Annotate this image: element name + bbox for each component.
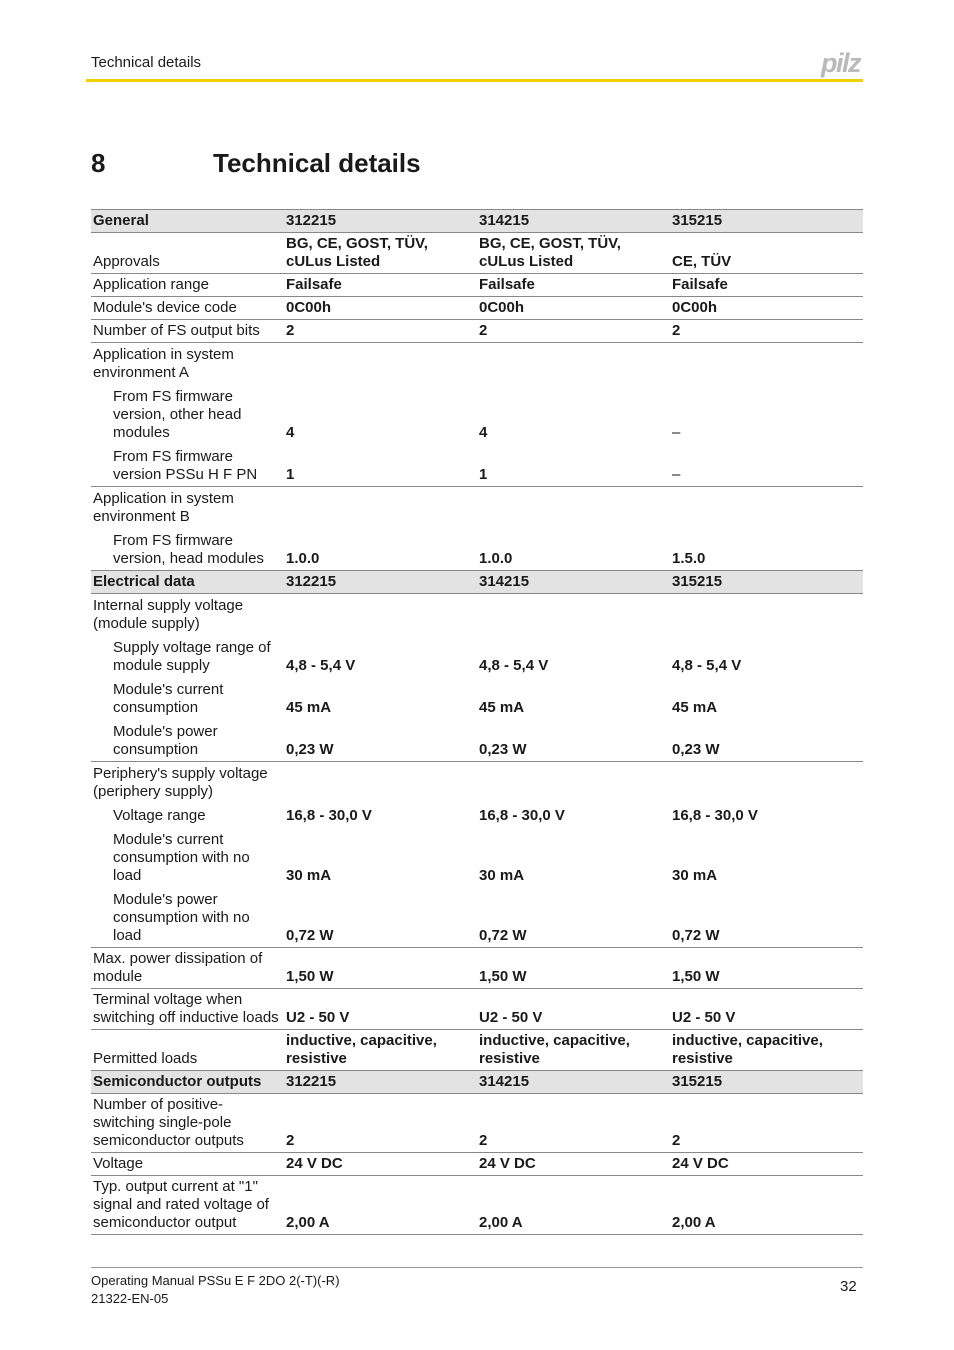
row-label: Module's current consumption [113, 681, 224, 716]
cell-value: 4,8 - 5,4 V [479, 657, 549, 674]
table-row [91, 1176, 863, 1235]
cell-value: 2 [286, 1132, 295, 1149]
header-cell: 312215 [284, 571, 477, 594]
header-cell: 315215 [670, 1071, 863, 1094]
table-row [91, 320, 863, 343]
table-header-general [91, 210, 863, 233]
cell-value: CE, TÜV [670, 233, 863, 274]
table-row [91, 528, 863, 571]
row-label: Module's device code [91, 297, 284, 320]
cell-value: 1,50 W [477, 948, 670, 989]
row-label: Permitted loads [91, 1030, 284, 1071]
cell-value: 24 V DC [284, 1153, 477, 1176]
footer-document-code: 21322-EN-05 [91, 1291, 169, 1306]
group-label: Periphery's supply voltage (periphery supply) [91, 762, 284, 804]
cell-value: 24 V DC [477, 1153, 670, 1176]
cell-value: 2 [284, 320, 477, 343]
row-label: Module's current consumption with no load [113, 831, 250, 884]
table-row [91, 948, 863, 989]
row-label: Number of positive-switching single-pole semiconductor outputs [93, 1096, 244, 1149]
footer-manual-title: Operating Manual PSSu E F 2DO 2(-T)(-R) [91, 1273, 340, 1288]
cell-value: U2 - 50 V [284, 989, 477, 1030]
header-rule [86, 79, 863, 82]
cell-value: 2,00 A [284, 1176, 477, 1235]
row-label: Module's power consumption [113, 723, 218, 758]
cell-value: 0,23 W [672, 741, 720, 758]
cell-value: 1.5.0 [672, 550, 706, 567]
cell-value: 4 [479, 424, 488, 441]
cell-value: 1.0.0 [286, 550, 320, 567]
cell-value: 0,72 W [672, 927, 720, 944]
page-number: 32 [840, 1278, 857, 1295]
cell-value: 2,00 A [477, 1176, 670, 1235]
cell-value: 1.0.0 [479, 550, 513, 567]
cell-value: 1,50 W [284, 948, 477, 989]
cell-value: inductive, capacitive, resistive [670, 1030, 863, 1071]
header-cell: General [91, 210, 284, 233]
table-row [91, 297, 863, 320]
header-cell: 315215 [670, 571, 863, 594]
cell-value: 45 mA [479, 699, 525, 716]
table-row [91, 594, 863, 636]
row-label: From FS firmware version, head modules [113, 532, 264, 567]
header-cell: 314215 [477, 210, 670, 233]
cell-value: – [672, 424, 681, 441]
cell-value: 2,00 A [670, 1176, 863, 1235]
row-label: Typ. output current at "1" signal and rated voltage of semiconductor output [91, 1176, 284, 1235]
table-row [91, 1153, 863, 1176]
cell-value: Failsafe [284, 274, 477, 297]
header-cell: 314215 [477, 1071, 670, 1094]
header-cell: Semiconductor outputs [91, 1071, 284, 1094]
running-header: Technical details [91, 54, 202, 71]
section-title: Technical details [213, 148, 421, 178]
cell-value: U2 - 50 V [477, 989, 670, 1030]
cell-value: 45 mA [672, 699, 718, 716]
row-label: Supply voltage range of module supply [113, 639, 271, 674]
row-label: From FS firmware version PSSu H F PN [113, 448, 258, 483]
table-row [91, 803, 863, 827]
row-label: Approvals [91, 233, 284, 274]
cell-value: 0C00h [477, 297, 670, 320]
cell-value: 30 mA [672, 867, 718, 884]
cell-value: inductive, capacitive, resistive [477, 1030, 670, 1071]
group-label: Internal supply voltage (module supply) [93, 597, 244, 632]
table-row [91, 384, 863, 444]
header-cell: 315215 [670, 210, 863, 233]
cell-value: 16,8 - 30,0 V [479, 807, 565, 824]
row-label: Application range [91, 274, 284, 297]
header-cell: 312215 [284, 1071, 477, 1094]
cell-value: 4,8 - 5,4 V [672, 657, 742, 674]
table-row [91, 989, 863, 1030]
cell-value: Failsafe [477, 274, 670, 297]
table-row [91, 719, 863, 762]
pilz-logo: pilz [821, 48, 860, 78]
cell-value: U2 - 50 V [670, 989, 863, 1030]
cell-value: 0,72 W [479, 927, 527, 944]
cell-value: 30 mA [479, 867, 525, 884]
cell-value: 2 [477, 320, 670, 343]
row-label: From FS firmware version, other head modules [113, 388, 242, 441]
group-label: Application in system environment B [91, 487, 284, 529]
row-label: Module's power consumption with no load [113, 891, 250, 944]
cell-value: 4,8 - 5,4 V [286, 657, 356, 674]
row-label: Voltage range [113, 807, 206, 824]
cell-value: 4 [286, 424, 295, 441]
cell-value: BG, CE, GOST, TÜV, cULus Listed [477, 233, 670, 274]
cell-value: 0,23 W [479, 741, 527, 758]
technical-details-table [91, 209, 863, 1235]
cell-value: 30 mA [286, 867, 332, 884]
cell-value: – [672, 466, 681, 483]
cell-value: 24 V DC [670, 1153, 863, 1176]
table-row [91, 1030, 863, 1071]
row-label: Number of FS output bits [91, 320, 284, 343]
cell-value: inductive, capacitive, resistive [284, 1030, 477, 1071]
header-cell: 312215 [284, 210, 477, 233]
table-row [91, 444, 863, 487]
cell-value: 0C00h [670, 297, 863, 320]
header-cell: Electrical data [91, 571, 284, 594]
table-row [91, 233, 863, 274]
row-label: Voltage [91, 1153, 284, 1176]
cell-value: 16,8 - 30,0 V [286, 807, 372, 824]
cell-value: 1 [286, 466, 295, 483]
cell-value: 45 mA [286, 699, 332, 716]
cell-value: Failsafe [670, 274, 863, 297]
table-row [91, 762, 863, 804]
table-row [91, 274, 863, 297]
section-number: 8 [91, 148, 106, 178]
table-row [91, 887, 863, 948]
row-label: Max. power dissipation of module [91, 948, 284, 989]
table-row [91, 677, 863, 719]
cell-value: 16,8 - 30,0 V [672, 807, 758, 824]
table-row [91, 635, 863, 677]
table-row [91, 1094, 863, 1153]
cell-value: 0C00h [284, 297, 477, 320]
cell-value: 2 [479, 1132, 488, 1149]
group-label: Application in system environment A [91, 343, 284, 385]
table-row [91, 487, 863, 529]
table-row [91, 827, 863, 887]
footer-rule [91, 1267, 863, 1268]
cell-value: BG, CE, GOST, TÜV, cULus Listed [284, 233, 477, 274]
cell-value: 0,23 W [286, 741, 334, 758]
cell-value: 2 [672, 1132, 681, 1149]
table-header-semiconductor [91, 1071, 863, 1094]
row-label: Terminal voltage when switching off inductive loads [91, 989, 284, 1030]
table-header-electrical [91, 571, 863, 594]
table-row [91, 343, 863, 385]
cell-value: 2 [670, 320, 863, 343]
cell-value: 1 [479, 466, 488, 483]
cell-value: 1,50 W [670, 948, 863, 989]
header-cell: 314215 [477, 571, 670, 594]
cell-value: 0,72 W [286, 927, 334, 944]
